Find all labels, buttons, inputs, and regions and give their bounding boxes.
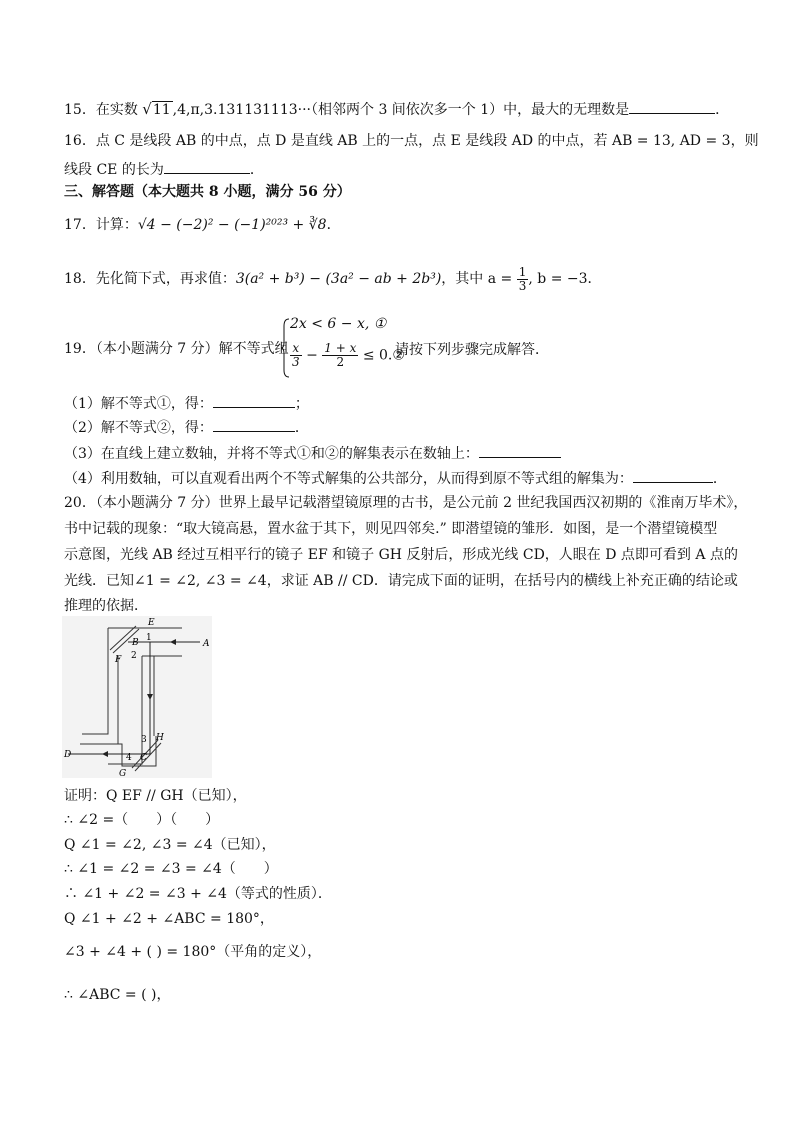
eq2-b-den: 2 [336, 355, 345, 369]
q15-prefix: 15．在实数 [64, 102, 143, 118]
q20-line-4: 光线．已知∠1 = ∠2, ∠3 = ∠4，求证 AB // CD．请完成下面的证明，在括号内的横线上补充正确的结论或 [64, 573, 738, 589]
step-4-text: （4）利用数轴，可以直观看出两个不等式解集的公共部分，从而得到原不等式组的解集为： [64, 471, 633, 487]
q16-answer-blank[interactable] [164, 159, 250, 174]
eq2-frac-a [290, 342, 302, 369]
q15-answer-blank[interactable] [629, 99, 715, 114]
q18-fraction [517, 266, 529, 293]
q16-suffix: ． [249, 162, 264, 178]
periscope-figure [62, 616, 212, 778]
question-19-prefix: 19．（本小题满分 7 分）解不等式组 [64, 341, 289, 357]
system-brace [280, 318, 290, 378]
label-2: 2 [131, 651, 137, 661]
q15-list: ,4,π,3.131131113···（相邻两个 3 间依次多一个 1）中，最大的无理数是 [172, 102, 630, 118]
q19-step-2 [64, 417, 309, 438]
q19-step-3 [64, 443, 561, 464]
q20-line-1: 20．（本小题满分 7 分）世界上最早记载潜望镜原理的古书，是公元前 2 世纪我国西汉初期的《淮南万毕术》， [64, 495, 748, 511]
step-4-answer-blank[interactable] [633, 468, 713, 483]
eq2-frac-b [322, 342, 358, 369]
q15-suffix: ． [715, 102, 730, 118]
proof-line-1: 证明：Q EF // GH（已知）， [64, 788, 247, 804]
eq2-a-den: 3 [292, 355, 300, 369]
q16-prefix: 线段 CE 的长为 [64, 162, 164, 178]
label-G: G [119, 769, 127, 778]
proof-line-5: ∴ ∠1 + ∠2 = ∠3 + ∠4（等式的性质）． [64, 886, 332, 902]
label-D: D [64, 750, 72, 760]
q18-prefix: 18．先化简下式，再求值： [64, 271, 236, 287]
q20-line-2: 书中记载的现象：“取大镜高悬，置水盆于其下，则见四邻矣.” 即潜望镜的雏形．如图，是一个潜望镜模型 [64, 521, 718, 537]
proof-line-3: Q ∠1 = ∠2, ∠3 = ∠4（已知）， [64, 837, 276, 853]
step-2-text: （2）解不等式②，得： [64, 420, 213, 436]
question-18 [64, 262, 602, 296]
step-1-text: （1）解不等式①，得： [64, 396, 213, 412]
q18-condition: ，其中 a = [441, 271, 513, 287]
question-16-line2 [64, 159, 264, 180]
question-19-suffix: 请按下列步骤完成解答． [395, 342, 549, 358]
q19-step-1 [64, 393, 309, 414]
eq2-tail: ≤ 0.② [362, 347, 405, 364]
label-B: B [132, 638, 139, 648]
label-F: F [115, 655, 122, 665]
system-equation-2 [290, 342, 405, 369]
proof-line-6: Q ∠1 + ∠2 + ∠ABC = 180°， [64, 911, 274, 927]
q20-line-5: 推理的依据． [64, 598, 148, 614]
step-3-answer-blank[interactable] [479, 443, 561, 458]
q17-suffix: ． [326, 217, 341, 233]
q20-line-3: 示意图，光线 AB 经过互相平行的镜子 EF 和镜子 GH 反射后，形成光线 CD，人眼在 D 点即可看到 A 点的 [64, 547, 738, 563]
step-2-tail: ． [294, 420, 309, 436]
step-4-tail: ． [712, 471, 727, 487]
label-E: E [148, 618, 155, 628]
label-3: 3 [141, 735, 147, 745]
q18-frac-num: 1 [518, 264, 527, 279]
label-1: 1 [146, 633, 152, 643]
label-H: H [156, 733, 164, 743]
label-A: A [203, 639, 210, 649]
system-equation-1: 2x < 6 − x, ① [290, 316, 387, 332]
q18-condition-suffix: , b = −3． [528, 271, 602, 287]
question-15 [64, 99, 729, 120]
q15-radicand: 11 [152, 102, 171, 118]
proof-line-8: ∴ ∠ABC = ( )， [64, 987, 171, 1003]
label-4: 4 [126, 753, 132, 763]
q17-expression: √4 − (−2)² − (−1)²⁰²³ + ∛8 [137, 217, 327, 233]
eq2-a-num: x [290, 342, 302, 356]
section-3-heading: 三、解答题（本大题共 8 小题，满分 56 分） [64, 184, 351, 200]
step-1-answer-blank[interactable] [213, 393, 295, 408]
q19-step-4 [64, 468, 727, 489]
proof-line-2: ∴ ∠2 =（ ）（ ） [64, 812, 220, 828]
sqrt-sign: √ [142, 100, 152, 118]
step-3-text: （3）在直线上建立数轴，并将不等式①和②的解集表示在数轴上： [64, 446, 479, 462]
q18-frac-den: 3 [518, 278, 527, 293]
eq2-minus: − [306, 347, 318, 364]
q17-prefix: 17．计算： [64, 217, 138, 233]
question-17 [64, 215, 341, 235]
question-16-line1: 16．点 C 是线段 AB 的中点，点 D 是直线 AB 上的一点，点 E 是线段 AD 的中点，若 AB = 13, AD = 3，则 [64, 133, 759, 149]
step-2-answer-blank[interactable] [213, 417, 295, 432]
proof-line-4: ∴ ∠1 = ∠2 = ∠3 = ∠4（ ） [64, 861, 278, 877]
proof-line-7: ∠3 + ∠4 + ( ) = 180°（平角的定义）， [64, 944, 322, 960]
label-C: C [140, 753, 147, 763]
step-1-tail: ； [294, 396, 309, 412]
eq2-b-num: 1 + x [324, 341, 357, 355]
q18-expression: 3(a² + b³) − (3a² − ab + 2b³) [235, 271, 442, 287]
